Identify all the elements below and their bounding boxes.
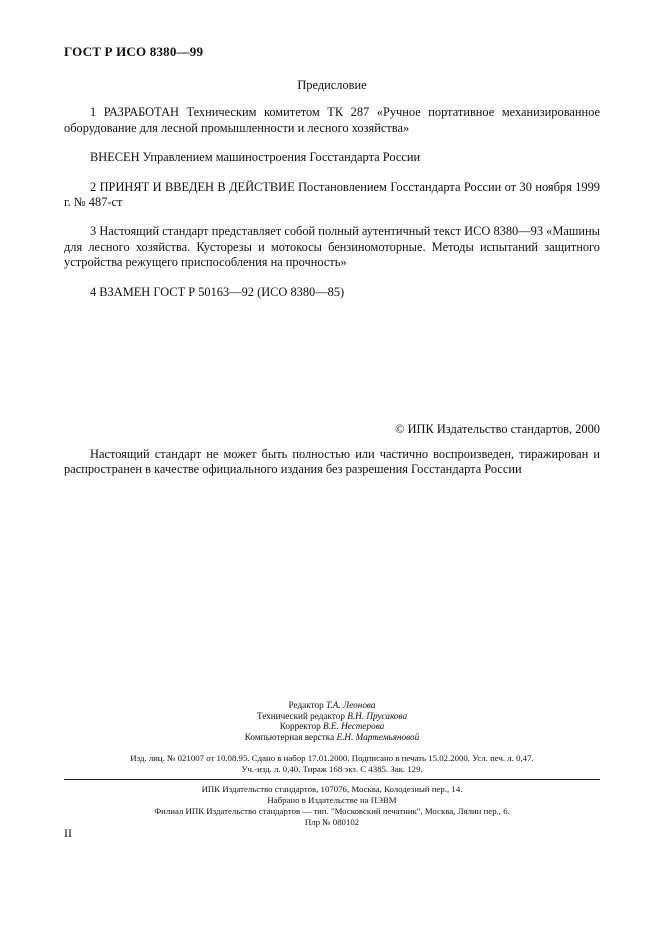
- divider: [64, 779, 600, 780]
- credit-name: В.Н. Прусакова: [347, 710, 408, 721]
- credit-role: Редактор: [288, 700, 324, 710]
- editorial-credits: [64, 700, 600, 742]
- credit-editor: [64, 700, 600, 711]
- preface-section: [64, 78, 600, 314]
- printing-line: Филиал ИПК Издательство стандартов — тип. "Московский печатник", Москва, Лялин пер., 6.: [154, 806, 510, 816]
- preface-paragraph-2: 2 ПРИНЯТ И ВВЕДЕН В ДЕЙСТВИЕ Постановлением Госстандарта России от 30 ноября 1999 г. № 487-ст: [64, 179, 600, 210]
- copyright-line: © ИПК Издательство стандартов, 2000: [395, 422, 600, 436]
- credit-layout: [64, 732, 600, 743]
- credit-name: Т.А. Леонова: [325, 700, 376, 710]
- preface-paragraph-3: 3 Настоящий стандарт представляет собой полный аутентичный текст ИСО 8380—93 «Машины для лесного хозяйства. Кусторезы и мотокосы бензиномоторные. Методы испытаний защитного устройства режущего приспособления на прочность»: [64, 224, 600, 270]
- publication-line-2: Уч.-изд. л. 0,40. Тираж 168 экз. С 4385. Зак. 129.: [241, 764, 423, 774]
- credit-role: Технический редактор: [256, 710, 345, 721]
- preface-title: Предисловие: [297, 78, 367, 92]
- preface-paragraph-4: 4 ВЗАМЕН ГОСТ Р 50163—92 (ИСО 8380—85): [90, 284, 345, 299]
- page-number: II: [64, 826, 72, 840]
- publication-line-1: Изд. лиц. № 021007 от 10.08.95. Сдано в набор 17.01.2000. Подписано в печать 15.02.2000. Усл. печ. л. 0,47.: [130, 753, 534, 763]
- printing-line: Плр № 080102: [304, 817, 360, 827]
- printing-details: [64, 784, 600, 828]
- printing-line: ИПК Издательство стандартов, 107076, Москва, Колодезный пер., 14.: [201, 784, 463, 794]
- document-id-header: ГОСТ Р ИСО 8380—99: [64, 44, 204, 59]
- printing-line: Набрано в Издательстве на ПЭВМ: [267, 795, 397, 805]
- credit-proofreader: [64, 721, 600, 732]
- credit-technical-editor: [64, 711, 600, 722]
- credit-role: Корректор: [279, 721, 321, 732]
- preface-paragraph-introduced: ВНЕСЕН Управлением машиностроения Госстандарта России: [90, 150, 421, 165]
- credit-name: В.Е. Нестерова: [323, 721, 385, 732]
- publication-details: [64, 753, 600, 775]
- reproduction-notice: Настоящий стандарт не может быть полностью или частично воспроизведен, тиражирован и распространен в качестве официального издания без разрешения Госстандарта России: [64, 447, 600, 477]
- credit-name: Е.Н. Мартемьяновой: [336, 731, 420, 742]
- credit-role: Компьютерная верстка: [244, 731, 335, 742]
- preface-paragraph-1: 1 РАЗРАБОТАН Техническим комитетом ТК 287 «Ручное портативное механизированное оборудование для лесной промышленности и лесного хозяйства»: [64, 105, 600, 135]
